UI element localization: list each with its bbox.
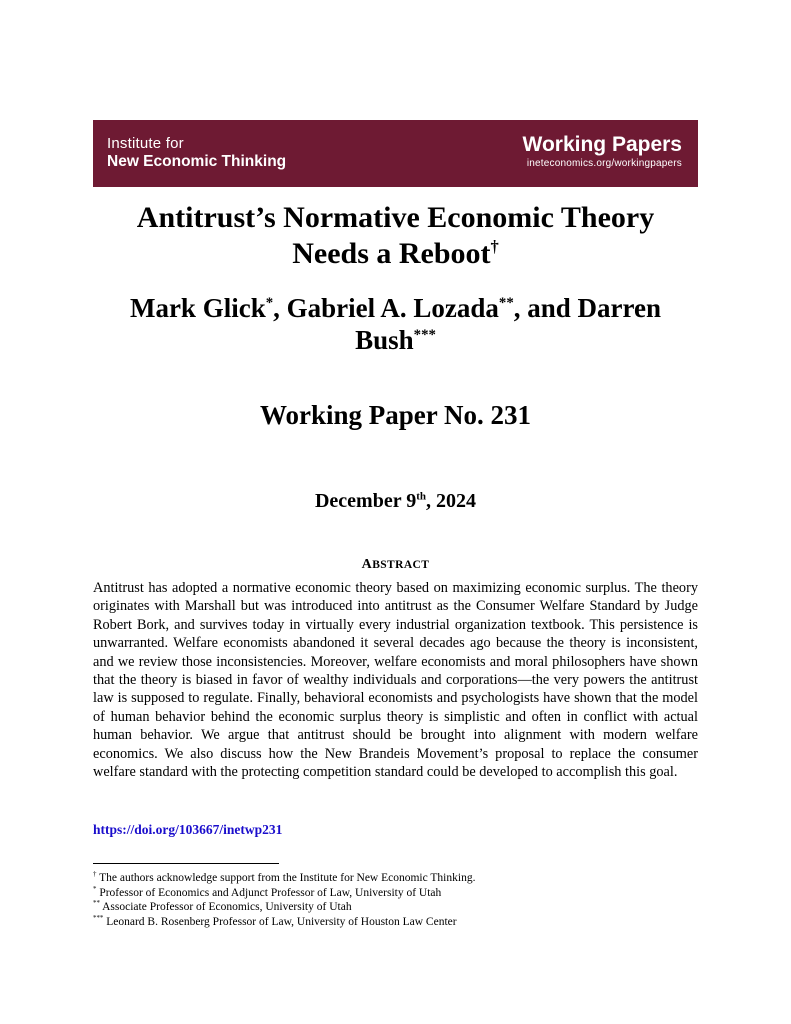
abstract-heading: [93, 557, 698, 573]
institute-name-line2: New Economic Thinking: [107, 153, 287, 170]
footnote-item: [93, 871, 698, 886]
doi-link[interactable]: https://doi.org/103667/inetwp231: [93, 822, 283, 837]
footnote-mark: *: [93, 885, 97, 893]
header-banner: [93, 120, 698, 187]
footnote-text: Professor of Economics and Adjunct Professor of Law, University of Utah: [96, 886, 442, 899]
authors-line1: [93, 292, 698, 324]
footnote-mark: ***: [93, 914, 104, 922]
abstract-heading-first: A: [361, 557, 373, 572]
footnote-item: [93, 900, 698, 915]
footnote-item: [93, 915, 698, 930]
author-separator: , and Darren: [513, 293, 662, 323]
title-line1: Antitrust’s Normative Economic Theory: [136, 201, 655, 234]
paper-title: [93, 200, 698, 272]
title-dagger: †: [490, 237, 499, 256]
authors-line2: [93, 324, 698, 356]
date-pre: December 9: [314, 490, 417, 512]
abstract-text: Antitrust has adopted a normative economic theory based on maximizing economic surplus. The theory originates with Marshall but was introduced into antitrust as the Consumer Welfare Standard by Judge Robert Bork, and survives today in virtually every industrial organization textbook. This persistence is unwarranted. Welfare economists abandoned it several decades ago because the theory is inconsistent, and we review those inconsistencies. Moreover, welfare economists and moral philosophers have shown that the theory is biased in favor of wealthy individuals and corporations—the very powers the antitrust law is supposed to regulate. Finally, behavioral economists and psychologists have shown that the model of human behavior behind the economic surplus theory is simplistic and often in conflict with actual human behavior. We argue that antitrust should be brought into alignment with modern welfare economics. We also discuss how the New Brandeis Movement’s proposal to replace the consumer welfare standard with the protecting competition standard could be developed to accomplish this goal.: [93, 580, 698, 781]
author-bush-mark: ***: [413, 327, 436, 343]
footnotes: [93, 871, 698, 929]
publication-date: [93, 490, 698, 513]
working-paper-number: Working Paper No. 231: [259, 400, 531, 430]
author-separator: ,: [273, 293, 287, 323]
date-ordinal: th: [416, 490, 427, 503]
footnote-text: Associate Professor of Economics, University of Utah: [99, 901, 352, 913]
series-block: [523, 133, 683, 170]
footnote-mark: **: [93, 900, 100, 908]
author-lozada-mark: **: [498, 295, 514, 311]
footnote-text: The authors acknowledge support from the Institute for New Economic Thinking.: [96, 872, 476, 884]
author-list: [93, 292, 698, 356]
footnote-mark: †: [93, 871, 97, 879]
footnote-item: [93, 886, 698, 901]
footnote-text: Leonard B. Rosenberg Professor of Law, University of Houston Law Center: [103, 915, 457, 928]
institute-name-line1: Institute for: [107, 135, 184, 152]
title-line2-text: Needs a Reboot: [292, 237, 491, 270]
series-url: ineteconomics.org/workingpapers: [526, 158, 682, 169]
author-glick: Mark Glick: [129, 293, 266, 323]
title-line2: [93, 236, 698, 272]
series-title: Working Papers: [522, 133, 682, 156]
institute-logo: [107, 135, 286, 171]
author-bush: Bush: [355, 325, 414, 355]
author-glick-mark: *: [265, 295, 274, 311]
author-lozada: Gabriel A. Lozada: [286, 293, 499, 323]
footnote-divider: [93, 863, 279, 864]
date-post: , 2024: [426, 490, 477, 512]
abstract-heading-rest: BSTRACT: [372, 559, 430, 571]
